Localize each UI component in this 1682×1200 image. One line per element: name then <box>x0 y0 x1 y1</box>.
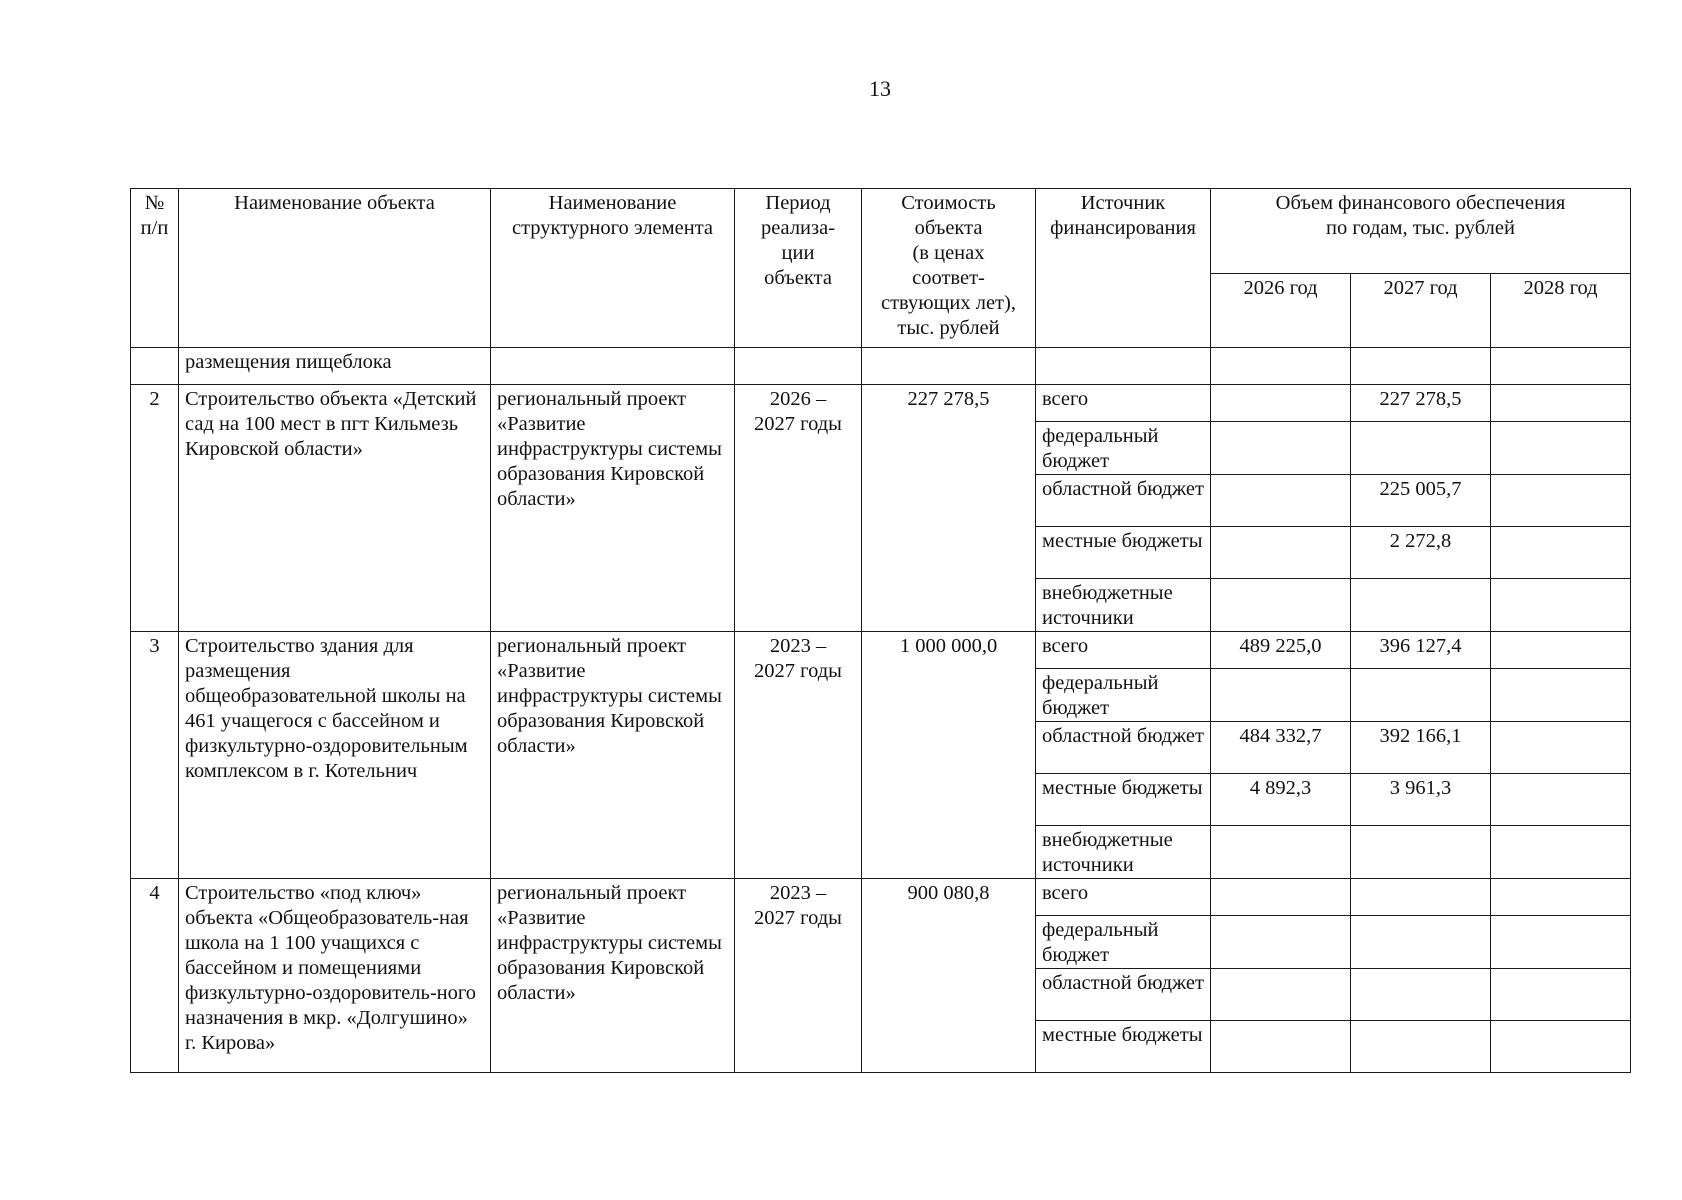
row-number: 3 <box>131 632 179 879</box>
funding-source: областной бюджет <box>1036 722 1211 774</box>
value-2026 <box>1211 385 1351 422</box>
header-structural-element: Наименование структурного элемента <box>491 189 735 348</box>
cost: 900 080,8 <box>862 879 1036 1073</box>
value-2028 <box>1491 722 1631 774</box>
funding-source: федеральный бюджет <box>1036 669 1211 722</box>
object-name: Строительство «под ключ» объекта «Общеобразователь-ная школа на 1 100 учащихся с бассейном и помещениями физкультурно-оздоровитель-ного назначения в мкр. «Долгушино» г. Кирова» <box>179 879 491 1073</box>
value-2026 <box>1211 826 1351 879</box>
value-2026 <box>1211 969 1351 1021</box>
header-source: Источник финансирования <box>1036 189 1211 348</box>
funding-source: местные бюджеты <box>1036 1021 1211 1073</box>
value-2027 <box>1351 916 1491 969</box>
funding-source: всего <box>1036 879 1211 916</box>
funding-source: областной бюджет <box>1036 969 1211 1021</box>
page-number: 13 <box>869 76 891 101</box>
period: 2023 – 2027 годы <box>735 632 862 879</box>
value-2026: 4 892,3 <box>1211 774 1351 826</box>
header-num: № п/п <box>131 189 179 348</box>
table-row <box>131 879 1631 916</box>
value-2027 <box>1351 1021 1491 1073</box>
value-2028 <box>1491 475 1631 527</box>
value-2026 <box>1211 879 1351 916</box>
object-name: Строительство объекта «Детский сад на 100 мест в пгт Кильмезь Кировской области» <box>179 385 491 632</box>
value-2028 <box>1491 669 1631 722</box>
funding-source: всего <box>1036 385 1211 422</box>
value-2026 <box>1211 579 1351 632</box>
funding-source: местные бюджеты <box>1036 774 1211 826</box>
value-2026 <box>1211 669 1351 722</box>
value-2028 <box>1491 385 1631 422</box>
table-row-continuation <box>131 348 1631 385</box>
structural-element: региональный проект «Развитие инфраструктуры системы образования Кировской области» <box>491 879 735 1073</box>
value-2028 <box>1491 826 1631 879</box>
funding-source: внебюджетные источники <box>1036 826 1211 879</box>
value-2028 <box>1491 879 1631 916</box>
value-2027 <box>1351 826 1491 879</box>
funding-source: федеральный бюджет <box>1036 422 1211 475</box>
value-2026: 484 332,7 <box>1211 722 1351 774</box>
table-row <box>131 385 1631 422</box>
object-name: Строительство здания для размещения общеобразовательной школы на 461 учащегося с бассейном и физкультурно-оздоровительным комплексом в г. Котельнич <box>179 632 491 879</box>
value-2027 <box>1351 669 1491 722</box>
funding-source: областной бюджет <box>1036 475 1211 527</box>
value-2027 <box>1351 879 1491 916</box>
header-year-2028: 2028 год <box>1491 274 1631 348</box>
row-number: 4 <box>131 879 179 1073</box>
continuation-text: размещения пищеблока <box>179 348 491 385</box>
value-2027 <box>1351 579 1491 632</box>
funding-source: всего <box>1036 632 1211 669</box>
funding-source: местные бюджеты <box>1036 527 1211 579</box>
value-2026 <box>1211 422 1351 475</box>
header-year-2027: 2027 год <box>1351 274 1491 348</box>
value-2028 <box>1491 969 1631 1021</box>
value-2027: 392 166,1 <box>1351 722 1491 774</box>
value-2028 <box>1491 1021 1631 1073</box>
period: 2023 – 2027 годы <box>735 879 862 1073</box>
structural-element: региональный проект «Развитие инфраструктуры системы образования Кировской области» <box>491 385 735 632</box>
value-2026 <box>1211 475 1351 527</box>
value-2026 <box>1211 527 1351 579</box>
header-volume: Объем финансового обеспечения по годам, тыс. рублей <box>1211 189 1631 274</box>
table-row <box>131 632 1631 669</box>
funding-source: федеральный бюджет <box>1036 916 1211 969</box>
value-2028 <box>1491 916 1631 969</box>
header-object-name: Наименование объекта <box>179 189 491 348</box>
value-2028 <box>1491 527 1631 579</box>
value-2027: 225 005,7 <box>1351 475 1491 527</box>
cost: 227 278,5 <box>862 385 1036 632</box>
cost: 1 000 000,0 <box>862 632 1036 879</box>
value-2027 <box>1351 422 1491 475</box>
value-2027: 3 961,3 <box>1351 774 1491 826</box>
period: 2026 – 2027 годы <box>735 385 862 632</box>
financing-table <box>130 188 1631 1073</box>
value-2028 <box>1491 422 1631 475</box>
value-2028 <box>1491 774 1631 826</box>
structural-element: региональный проект «Развитие инфраструктуры системы образования Кировской области» <box>491 632 735 879</box>
value-2027: 2 272,8 <box>1351 527 1491 579</box>
header-period: Период реализа- ции объекта <box>735 189 862 348</box>
value-2027: 396 127,4 <box>1351 632 1491 669</box>
row-number: 2 <box>131 385 179 632</box>
value-2028 <box>1491 632 1631 669</box>
value-2026 <box>1211 1021 1351 1073</box>
value-2026: 489 225,0 <box>1211 632 1351 669</box>
funding-source: внебюджетные источники <box>1036 579 1211 632</box>
value-2027: 227 278,5 <box>1351 385 1491 422</box>
header-cost: Стоимость объекта (в ценах соответ- ствующих лет), тыс. рублей <box>862 189 1036 348</box>
value-2026 <box>1211 916 1351 969</box>
value-2028 <box>1491 579 1631 632</box>
header-year-2026: 2026 год <box>1211 274 1351 348</box>
value-2027 <box>1351 969 1491 1021</box>
